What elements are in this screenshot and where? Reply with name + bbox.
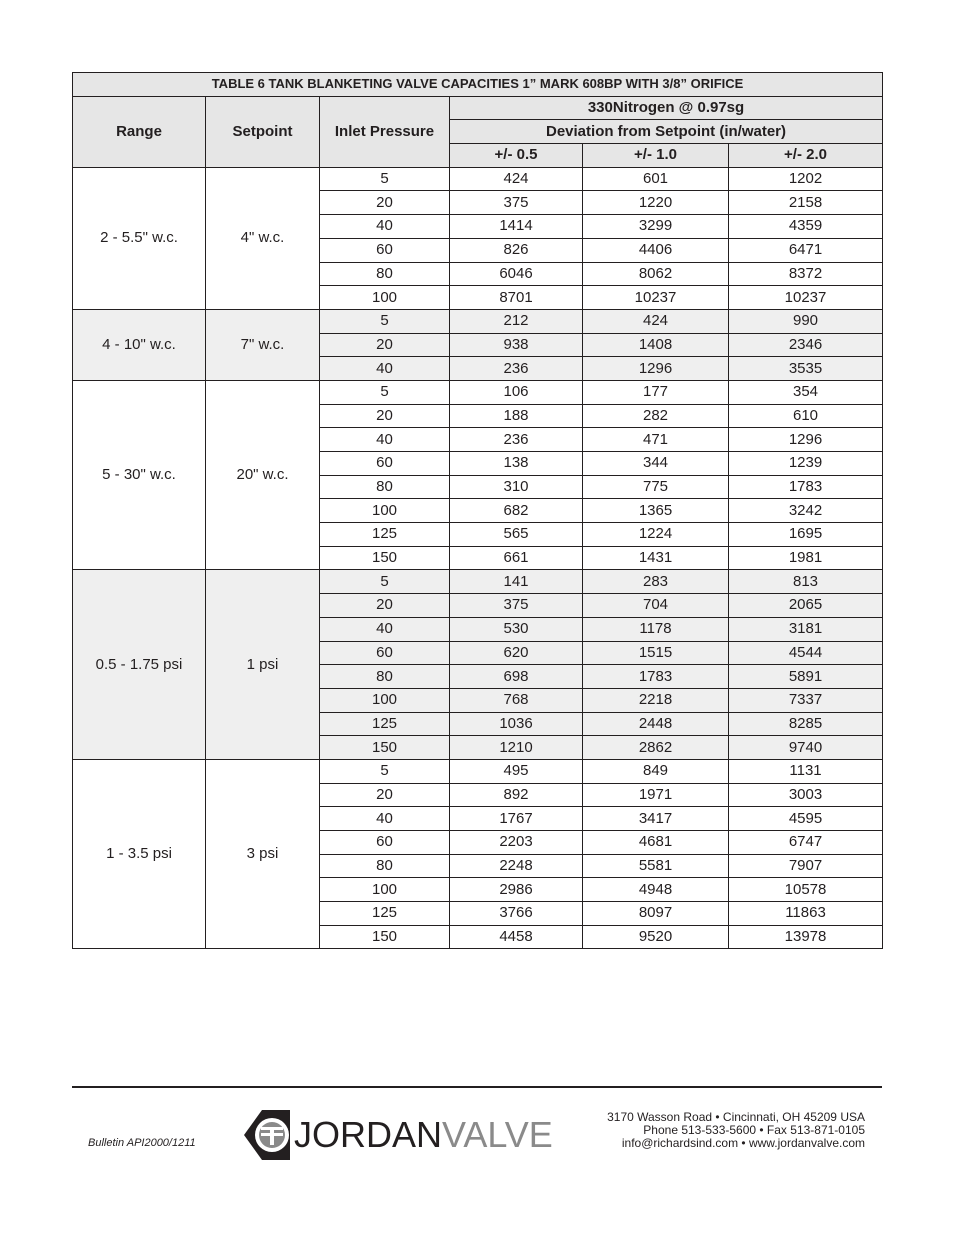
inlet-pressure-cell: 60 [320,452,450,476]
table-row [73,309,883,333]
range-cell: 1 - 3.5 psi [73,759,206,949]
inlet-pressure-cell: 5 [320,759,450,783]
table-row [73,759,883,783]
capacity-cell: 4681 [583,831,729,855]
capacity-cell: 1981 [729,546,883,570]
capacity-table [72,72,883,949]
inlet-pressure-cell: 20 [320,594,450,618]
capacity-cell: 1131 [729,759,883,783]
capacity-cell: 310 [450,475,583,499]
inlet-pressure-cell: 20 [320,404,450,428]
capacity-cell: 3003 [729,783,883,807]
capacity-cell: 768 [450,688,583,712]
capacity-cell: 2203 [450,831,583,855]
capacity-cell: 188 [450,404,583,428]
inlet-pressure-cell: 5 [320,309,450,333]
header-dev-2-0: +/- 2.0 [729,144,883,168]
setpoint-cell: 3 psi [206,759,320,949]
capacity-cell: 3766 [450,902,583,926]
capacity-cell: 3299 [583,215,729,239]
capacity-cell: 344 [583,452,729,476]
capacity-cell: 1224 [583,523,729,547]
capacity-cell: 2158 [729,191,883,215]
capacity-cell: 5891 [729,665,883,689]
capacity-cell: 10578 [729,878,883,902]
capacity-cell: 2986 [450,878,583,902]
capacity-cell: 1783 [583,665,729,689]
table-row [73,380,883,404]
capacity-cell: 8097 [583,902,729,926]
inlet-pressure-cell: 80 [320,475,450,499]
capacity-cell: 8285 [729,712,883,736]
capacity-cell: 938 [450,333,583,357]
capacity-cell: 601 [583,167,729,191]
inlet-pressure-cell: 20 [320,333,450,357]
table-body [73,167,883,949]
capacity-cell: 8701 [450,286,583,310]
capacity-cell: 6471 [729,238,883,262]
capacity-cell: 141 [450,570,583,594]
capacity-cell: 530 [450,617,583,641]
range-cell: 0.5 - 1.75 psi [73,570,206,760]
capacity-cell: 1239 [729,452,883,476]
footer-divider [72,1086,882,1088]
capacity-cell: 990 [729,309,883,333]
capacity-cell: 2248 [450,854,583,878]
capacity-cell: 1408 [583,333,729,357]
capacity-cell: 3417 [583,807,729,831]
capacity-cell: 471 [583,428,729,452]
inlet-pressure-cell: 125 [320,712,450,736]
capacity-cell: 10237 [583,286,729,310]
capacity-cell: 424 [583,309,729,333]
inlet-pressure-cell: 20 [320,191,450,215]
inlet-pressure-cell: 5 [320,380,450,404]
inlet-pressure-cell: 100 [320,878,450,902]
phone-line: Phone 513-533-5600 • Fax 513-871-0105 [643,1123,865,1137]
inlet-pressure-cell: 150 [320,925,450,949]
capacity-cell: 2065 [729,594,883,618]
capacity-cell: 8062 [583,262,729,286]
range-cell: 2 - 5.5" w.c. [73,167,206,309]
capacity-cell: 1767 [450,807,583,831]
bulletin-number: Bulletin API2000/1211 [88,1137,196,1149]
capacity-cell: 354 [729,380,883,404]
capacity-cell: 424 [450,167,583,191]
capacity-cell: 375 [450,191,583,215]
inlet-pressure-cell: 80 [320,262,450,286]
capacity-cell: 620 [450,641,583,665]
web-line: info@richardsind.com • www.jordanvalve.com [621,1136,865,1150]
range-cell: 5 - 30" w.c. [73,380,206,570]
capacity-cell: 610 [729,404,883,428]
capacity-cell: 4458 [450,925,583,949]
header-dev-0-5: +/- 0.5 [450,144,583,168]
setpoint-cell: 4" w.c. [206,167,320,309]
capacity-cell: 5581 [583,854,729,878]
table-row [73,167,883,191]
capacity-cell: 2218 [583,688,729,712]
capacity-cell: 495 [450,759,583,783]
inlet-pressure-cell: 40 [320,617,450,641]
capacity-cell: 813 [729,570,883,594]
capacity-cell: 375 [450,594,583,618]
capacity-cell: 138 [450,452,583,476]
logo-light: VALVE [442,1114,553,1155]
capacity-cell: 1296 [583,357,729,381]
table-row [73,570,883,594]
inlet-pressure-cell: 100 [320,688,450,712]
capacity-cell: 704 [583,594,729,618]
inlet-pressure-cell: 5 [320,167,450,191]
capacity-cell: 3181 [729,617,883,641]
capacity-cell: 1414 [450,215,583,239]
inlet-pressure-cell: 40 [320,807,450,831]
capacity-cell: 10237 [729,286,883,310]
header-setpoint: Setpoint [206,96,320,167]
capacity-cell: 826 [450,238,583,262]
capacity-cell: 1210 [450,736,583,760]
capacity-cell: 8372 [729,262,883,286]
capacity-cell: 106 [450,380,583,404]
capacity-cell: 2346 [729,333,883,357]
capacity-cell: 9520 [583,925,729,949]
capacity-cell: 892 [450,783,583,807]
capacity-cell: 661 [450,546,583,570]
capacity-cell: 1695 [729,523,883,547]
capacity-cell: 11863 [729,902,883,926]
capacity-cell: 4406 [583,238,729,262]
inlet-pressure-cell: 125 [320,902,450,926]
table-title: TABLE 6 TANK BLANKETING VALVE CAPACITIES 1” MARK 608BP WITH 3/8” ORIFICE [73,73,883,97]
setpoint-cell: 20" w.c. [206,380,320,570]
capacity-cell: 775 [583,475,729,499]
capacity-cell: 3535 [729,357,883,381]
capacity-cell: 1036 [450,712,583,736]
capacity-cell: 1296 [729,428,883,452]
inlet-pressure-cell: 125 [320,523,450,547]
header-gas: 330Nitrogen @ 0.97sg [450,96,883,120]
capacity-cell: 1220 [583,191,729,215]
capacity-cell: 565 [450,523,583,547]
capacity-cell: 1178 [583,617,729,641]
capacity-cell: 236 [450,357,583,381]
capacity-cell: 283 [583,570,729,594]
header-inlet-pressure: Inlet Pressure [320,96,450,167]
capacity-cell: 177 [583,380,729,404]
inlet-pressure-cell: 5 [320,570,450,594]
capacity-cell: 849 [583,759,729,783]
inlet-pressure-cell: 80 [320,854,450,878]
capacity-cell: 698 [450,665,583,689]
inlet-pressure-cell: 80 [320,665,450,689]
capacity-cell: 6046 [450,262,583,286]
capacity-cell: 1431 [583,546,729,570]
header-range: Range [73,96,206,167]
setpoint-cell: 1 psi [206,570,320,760]
inlet-pressure-cell: 20 [320,783,450,807]
capacity-cell: 6747 [729,831,883,855]
address-line: 3170 Wasson Road • Cincinnati, OH 45209 USA [607,1110,865,1124]
capacity-cell: 682 [450,499,583,523]
capacity-cell: 7337 [729,688,883,712]
capacity-cell: 1971 [583,783,729,807]
header-dev-1-0: +/- 1.0 [583,144,729,168]
capacity-cell: 1515 [583,641,729,665]
range-cell: 4 - 10" w.c. [73,309,206,380]
logo-wordmark [294,1114,553,1156]
capacity-cell: 282 [583,404,729,428]
inlet-pressure-cell: 40 [320,428,450,452]
company-address [560,1111,865,1150]
inlet-pressure-cell: 40 [320,357,450,381]
capacity-cell: 9740 [729,736,883,760]
capacity-cell: 4359 [729,215,883,239]
capacity-cell: 7907 [729,854,883,878]
inlet-pressure-cell: 40 [320,215,450,239]
capacity-cell: 2448 [583,712,729,736]
capacity-cell: 4595 [729,807,883,831]
capacity-cell: 236 [450,428,583,452]
inlet-pressure-cell: 150 [320,546,450,570]
inlet-pressure-cell: 100 [320,286,450,310]
inlet-pressure-cell: 60 [320,831,450,855]
capacity-cell: 2862 [583,736,729,760]
inlet-pressure-cell: 60 [320,641,450,665]
capacity-cell: 3242 [729,499,883,523]
inlet-pressure-cell: 150 [320,736,450,760]
capacity-cell: 13978 [729,925,883,949]
header-deviation: Deviation from Setpoint (in/water) [450,120,883,144]
capacity-cell: 1783 [729,475,883,499]
capacity-cell: 212 [450,309,583,333]
capacity-cell: 1365 [583,499,729,523]
capacity-cell: 4948 [583,878,729,902]
capacity-cell: 4544 [729,641,883,665]
inlet-pressure-cell: 100 [320,499,450,523]
capacity-cell: 1202 [729,167,883,191]
inlet-pressure-cell: 60 [320,238,450,262]
setpoint-cell: 7" w.c. [206,309,320,380]
logo-bold: JORDAN [294,1114,443,1155]
